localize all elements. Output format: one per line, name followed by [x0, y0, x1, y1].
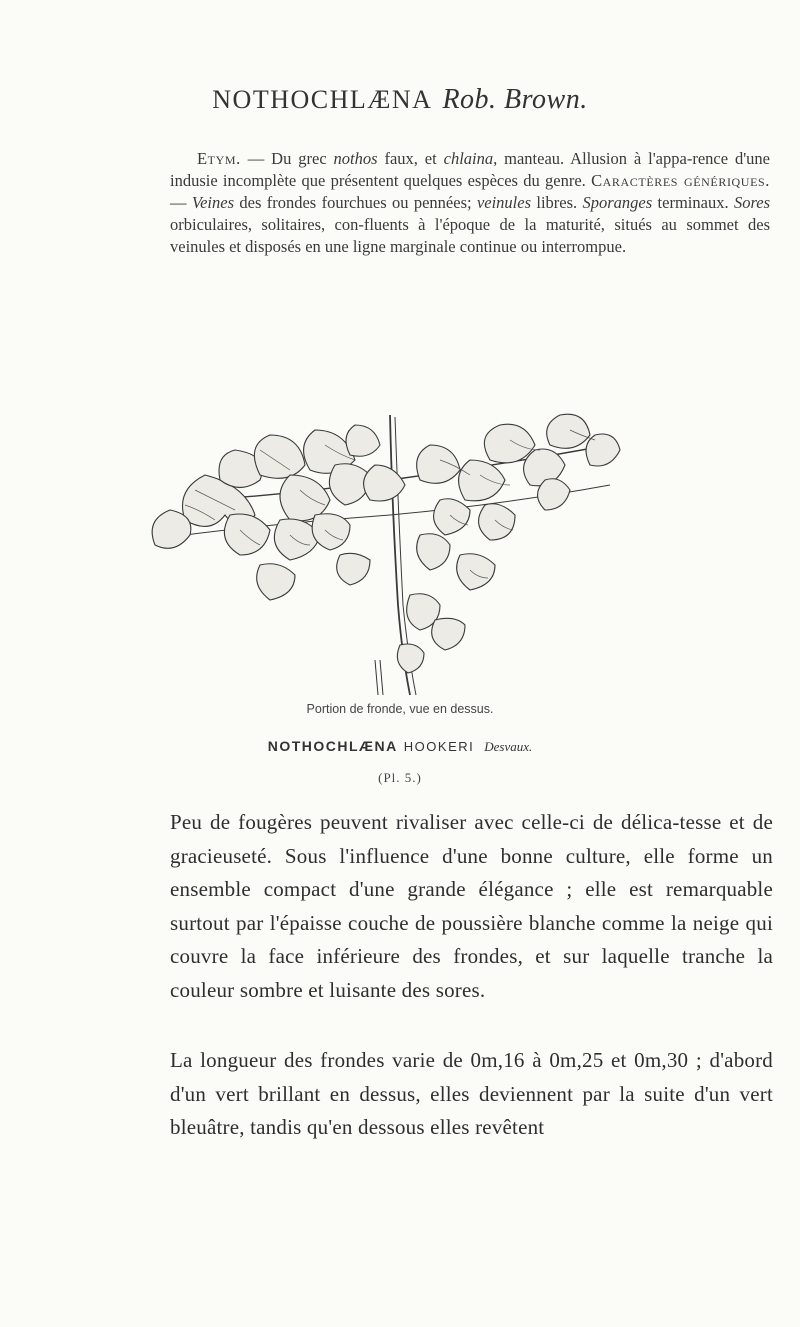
genus-heading	[0, 84, 800, 116]
species-author: Desvaux.	[484, 739, 533, 754]
etymology-paragraph	[170, 148, 770, 258]
etym-text: orbiculaires, solitaires, con-fluents à l'époque de la maturité, situés au sommet des veinules et disposés en une ligne marginale continue ou interrompue.	[170, 215, 770, 256]
etym-text: —	[170, 193, 192, 212]
term-veines: Veines	[191, 193, 235, 212]
etym-text: terminaux.	[652, 193, 734, 212]
species-genus: NOTHOCHLÆNA	[267, 738, 398, 754]
genus-name: NOTHOCHLÆNA	[212, 85, 433, 114]
genus-author: Rob. Brown.	[442, 84, 588, 115]
fern-frond-illustration	[140, 405, 660, 700]
body-paragraph-2: La longueur des frondes varie de 0m,16 à 0m,25 et 0m,30 ; d'abord d'un vert brillant en dessus, elles deviennent par la suite d'un vert bleuâtre, tandis qu'en dessous elles revêtent	[170, 1048, 773, 1139]
etym-greek-word: chlaina	[443, 149, 494, 168]
body-paragraph-1: Peu de fougères peuvent rivaliser avec celle-ci de délica-tesse et de gracieuseté. Sous l'influence d'une bonne culture, elle forme un ensemble compact d'une grande élégance ; elle est remarquable surtout par l'épaisse couche de poussière blanche comme la neige qui couvre la face inférieure des frondes, et sur laquelle tranche la couleur sombre et luisante des sores.	[170, 810, 773, 1002]
etym-text: faux, et	[377, 149, 444, 168]
etym-text: — Du grec	[240, 149, 334, 168]
etym-greek-word: nothos	[333, 149, 378, 168]
etym-text: des frondes fourchues ou pennées;	[234, 193, 477, 212]
term-sporanges: Sporanges	[582, 193, 653, 212]
term-veinules: veinules	[476, 193, 531, 212]
etym-label: Etym.	[197, 149, 241, 168]
etym-text: libres.	[531, 193, 583, 212]
species-heading	[0, 738, 800, 755]
etym-text: , manteau. Allusion à l'appa-rence d'une indusie incomplète que présentent quelques espèces du genre.	[170, 149, 770, 190]
figure-caption: Portion de fronde, vue en dessus.	[306, 702, 494, 716]
term-sores: Sores	[733, 193, 770, 212]
plate-reference: (Pl. 5.)	[378, 770, 422, 785]
species-epithet: HOOKERI	[403, 739, 475, 754]
characters-label: Caractères génériques.	[591, 171, 770, 190]
